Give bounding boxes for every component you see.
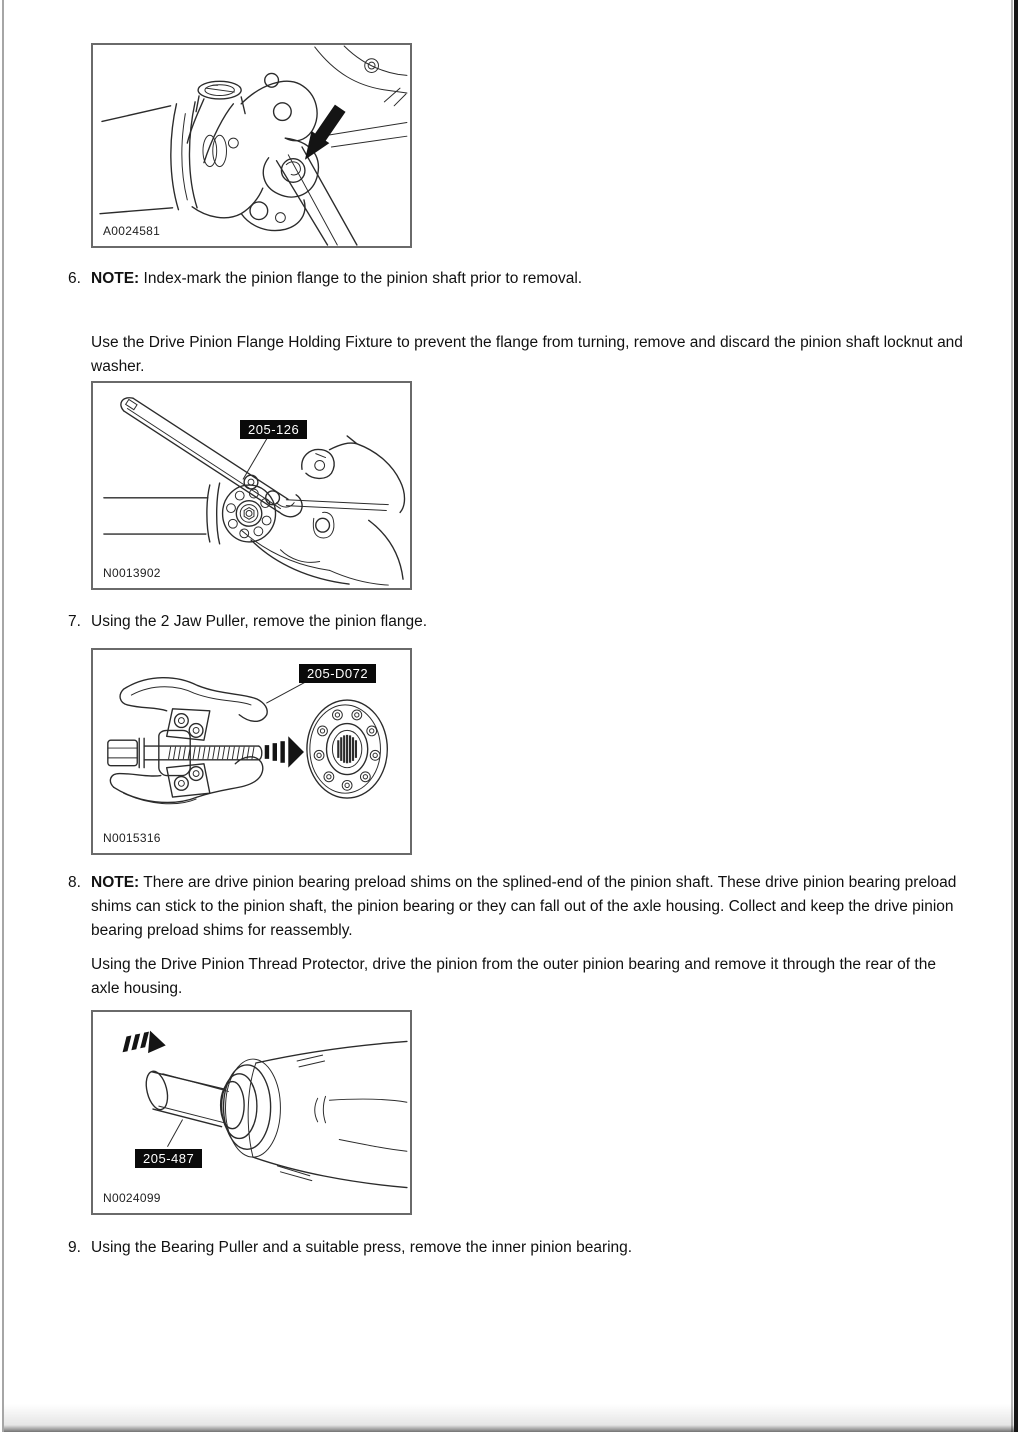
figure-code-label: A0024581	[103, 224, 161, 238]
step-9	[68, 1236, 963, 1260]
figure-code-label: N0015316	[103, 831, 161, 845]
step-number: 6.	[68, 270, 81, 287]
step-7	[68, 610, 963, 634]
tool-number-badge: 205-126	[240, 420, 307, 439]
figure-thread-protector	[91, 1010, 412, 1215]
step-number: 9.	[68, 1239, 81, 1256]
page-bottom-shadow	[4, 1404, 1014, 1432]
tool-leader-line	[168, 1120, 183, 1146]
motion-arrow	[265, 736, 304, 767]
figure-u-joint	[91, 43, 412, 248]
note-label: NOTE:	[91, 874, 140, 891]
note-text: There are drive pinion bearing preload shims on the splined-end of the pinion shaft. These drive pinion bearing preload shims can stick to the pinion shaft, the pinion bearing or they can fall out of the axle housing. Collect and keep the drive pinion bearing preload shims for reassembly.	[91, 874, 957, 939]
step-text: Using the Bearing Puller and a suitable press, remove the inner pinion bearing.	[91, 1239, 633, 1256]
page-right-edge-line	[1011, 0, 1013, 1432]
tool-leader-line	[243, 439, 267, 479]
step-text: Using the 2 Jaw Puller, remove the pinion flange.	[91, 613, 428, 630]
page-right-edge-bar	[1014, 0, 1018, 1432]
note-label: NOTE:	[91, 270, 140, 287]
tool-leader-line	[267, 682, 305, 703]
step-6	[68, 267, 963, 291]
step-text	[91, 267, 963, 291]
step-number: 7.	[68, 613, 81, 630]
step-8-paragraph: Using the Drive Pinion Thread Protector, drive the pinion from the outer pinion bearing and remove it through the rear of the axle housing.	[91, 955, 936, 997]
u-joint-illustration	[93, 45, 410, 246]
drive-arrow	[123, 1031, 166, 1054]
step-8	[68, 871, 963, 943]
figure-code-label: N0013902	[103, 566, 161, 580]
step-6-paragraph: Use the Drive Pinion Flange Holding Fixture to prevent the flange from turning, remove and discard the pinion shaft locknut and washer.	[91, 333, 963, 375]
tool-number-badge: 205-D072	[299, 664, 376, 683]
figure-holding-fixture	[91, 381, 412, 590]
page-left-edge	[2, 0, 4, 1432]
step-text	[91, 871, 963, 943]
step-number: 8.	[68, 874, 81, 891]
note-text: Index-mark the pinion flange to the pinion shaft prior to removal.	[143, 270, 583, 287]
holding-fixture-illustration	[93, 383, 410, 588]
thread-protector-illustration	[93, 1012, 410, 1213]
tool-number-badge: 205-487	[135, 1149, 202, 1168]
figure-code-label: N0024099	[103, 1191, 161, 1205]
figure-jaw-puller	[91, 648, 412, 855]
